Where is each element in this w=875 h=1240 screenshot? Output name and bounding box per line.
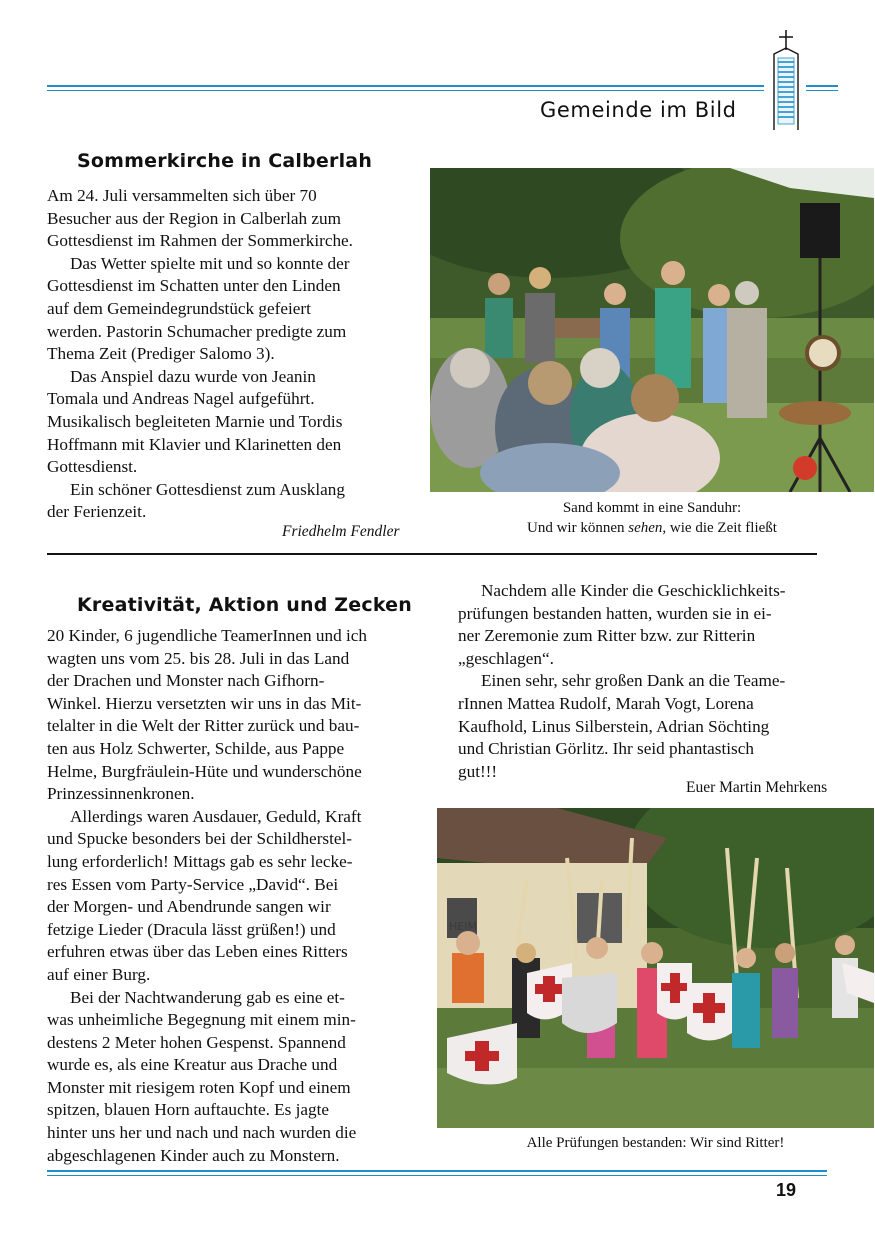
text-line: Winkel. Hierzu versetzten wir uns in das Mit-	[47, 693, 362, 713]
text-line: Am 24. Juli versammelten sich über 70	[47, 186, 317, 205]
caption-emphasis: sehen	[628, 520, 663, 536]
text-line: der Drachen und Monster nach Gifhorn-	[47, 671, 325, 691]
text-line: Hoffmann mit Klavier und Klarinetten den	[47, 434, 342, 454]
text-line: Musikalisch begleiteten Marnie und Tordis	[47, 411, 343, 431]
church-logo	[766, 28, 806, 132]
text-line: Bei der Nachtwanderung gab es eine et-	[70, 987, 345, 1007]
text-line: Ein schöner Gottesdienst zum Ausklang	[70, 479, 345, 499]
text-line: auf einer Burg.	[47, 964, 151, 984]
text-line: Kaufhold, Linus Silberstein, Adrian Söchting	[458, 716, 770, 736]
text-line: erfuhren etwas über das Leben eines Ritters	[47, 942, 348, 962]
article1-title: Sommerkirche in Calberlah	[77, 150, 373, 172]
article1-photo	[430, 168, 874, 492]
text-line: spitzen, blauen Horn auftauchte. Es jagte	[47, 1100, 330, 1120]
text-line: prüfungen bestanden hatten, wurden sie in ei-	[458, 603, 772, 623]
text-line: Thema Zeit (Prediger Salomo 3).	[47, 344, 275, 364]
text-line: Nachdem alle Kinder die Geschicklichkeits-	[481, 581, 786, 600]
text-line: was unheimliche Begegnung mit einem min-	[47, 1010, 356, 1030]
text-line: fetzige Lieder (Dracula lässt grüßen!) und	[47, 919, 336, 939]
text-line: ten aus Holz Schwerter, Schilde, aus Pappe	[47, 738, 345, 758]
text-line: Tomala und Andreas Nagel aufgeführt.	[47, 389, 315, 409]
caption-line: Sand kommt in eine Sanduhr:	[562, 500, 742, 516]
text-line: res Essen vom Party-Service „David“. Bei	[47, 874, 339, 894]
text-line: Gottesdienst im Rahmen der Sommerkirche.	[47, 231, 353, 251]
article2-left-column	[47, 625, 442, 1167]
article1-author: Friedhelm Fendler	[282, 523, 400, 540]
article2-title: Kreativität, Aktion und Zecken	[77, 594, 412, 616]
article2-photo-caption: Alle Prüfungen bestanden: Wir sind Ritter!	[526, 1135, 785, 1151]
text-line: der Ferienzeit.	[47, 502, 147, 522]
text-line: Allerdings waren Ausdauer, Geduld, Kraft	[70, 806, 362, 826]
section-label: Gemeinde im Bild	[540, 98, 737, 122]
text-line: ner Zeremonie zum Ritter bzw. zur Ritterin	[458, 626, 756, 646]
text-line: und Spucke besonders bei der Schildherstel-	[47, 829, 353, 849]
text-line: Das Wetter spielte mit und so konnte der	[70, 253, 350, 273]
text-line: gut!!!	[458, 761, 498, 781]
text-line: der Morgen- und Abendrunde sangen wir	[47, 897, 331, 917]
text-line: telalter in die Welt der Ritter zurück und bau-	[47, 716, 360, 736]
text-line: und Christian Görlitz. Ihr seid phantastisch	[458, 739, 754, 759]
article2-photo	[437, 808, 874, 1128]
caption-line	[430, 518, 874, 538]
text-line: Gottesdienst.	[47, 457, 138, 477]
text-line: wurde es, als eine Kreatur aus Drache und	[47, 1055, 338, 1075]
text-line: destens 2 Meter hohen Gespenst. Spannend	[47, 1032, 346, 1052]
text-line: Das Anspiel dazu wurde von Jeanin	[70, 366, 316, 386]
text-line: lung erforderlich! Mittags gab es sehr lecke-	[47, 851, 353, 871]
text-line: Besucher aus der Region in Calberlah zum	[47, 208, 342, 228]
text-line: „geschlagen“.	[458, 648, 554, 668]
article1-photo-caption	[430, 498, 874, 538]
article2-author: Euer Martin Mehrkens	[686, 779, 828, 796]
photo-sign-text: HEIM	[449, 920, 477, 933]
text-line: Prinzessinnenkronen.	[47, 784, 195, 804]
footer-rule	[47, 1170, 827, 1176]
article2-right-column	[458, 580, 868, 783]
page-number: 19	[776, 1180, 797, 1200]
text-line: auf dem Gemeindegrundstück gefeiert	[47, 298, 311, 318]
text-line: werden. Pastorin Schumacher predigte zum	[47, 321, 347, 341]
text-line: rInnen Mattea Rudolf, Marah Vogt, Lorena	[458, 693, 754, 713]
header-rule	[47, 85, 764, 91]
text-line: 20 Kinder, 6 jugendliche TeamerInnen und ich	[47, 626, 367, 645]
text-line: hinter uns her und nach und nach wurden die	[47, 1123, 357, 1143]
text-line: Monster mit riesigem roten Kopf und einem	[47, 1077, 351, 1097]
text-line: Einen sehr, sehr großen Dank an die Teame-	[481, 671, 786, 691]
text-line: abgeschlagenen Kinder auch zu Monstern.	[47, 1145, 340, 1165]
header-rule-right	[806, 85, 838, 91]
text-line: Gottesdienst im Schatten unter den Linden	[47, 276, 341, 296]
caption-part: Und wir können	[527, 520, 629, 536]
caption-part: , wie die Zeit fließt	[662, 520, 777, 536]
text-line: wagten uns vom 25. bis 28. Juli in das Land	[47, 648, 350, 668]
article1-body	[47, 185, 432, 524]
text-line: Helme, Burgfräulein-Hüte und wunderschöne	[47, 761, 362, 781]
article-divider	[47, 553, 817, 555]
